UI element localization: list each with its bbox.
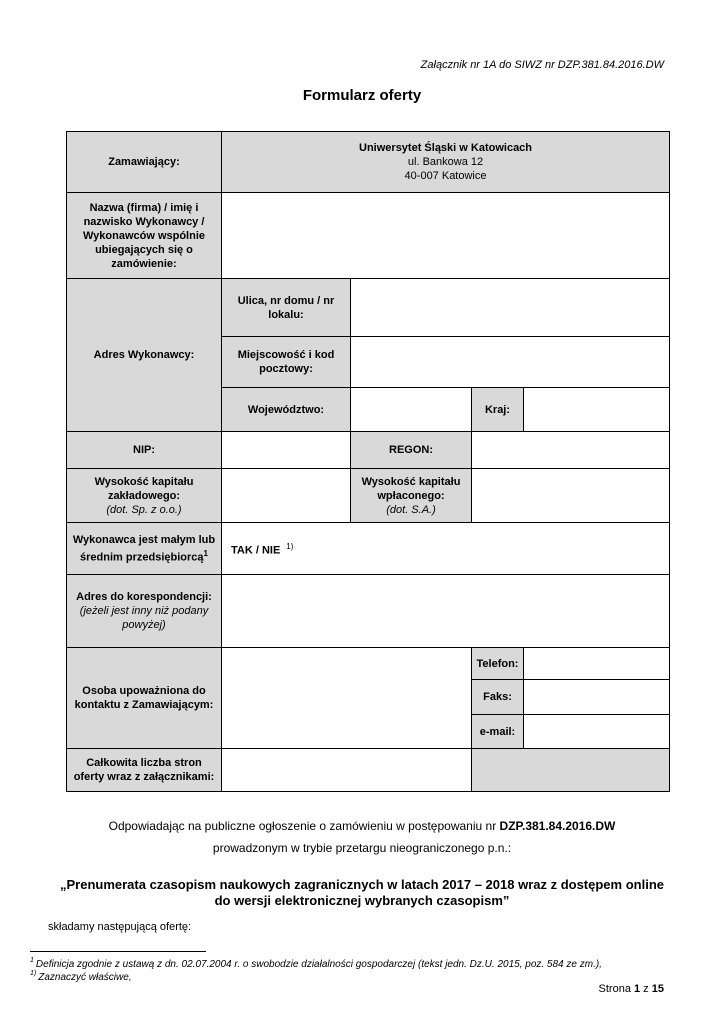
page-mid: z bbox=[640, 983, 652, 995]
liczba-stron-field[interactable] bbox=[222, 749, 472, 792]
email-label: e-mail: bbox=[472, 715, 524, 749]
zamawiajacy-name: Uniwersytet Śląski w Katowicach bbox=[359, 142, 533, 154]
intro-line bbox=[0, 819, 724, 833]
kapital-zakladowy-label bbox=[67, 469, 222, 523]
kraj-field[interactable] bbox=[524, 388, 670, 432]
project-title bbox=[30, 877, 694, 909]
intro-prefix: Odpowiadając na publiczne ogłoszenie o zamówieniu w postępowaniu nr bbox=[108, 819, 500, 833]
telefon-field[interactable] bbox=[524, 648, 670, 680]
korespondencja-label bbox=[67, 575, 222, 648]
ulica-label: Ulica, nr domu / nr lokalu: bbox=[222, 279, 351, 337]
footnote-2 bbox=[30, 970, 132, 983]
kapital-wplacony-field[interactable] bbox=[472, 469, 670, 523]
kapital-wplacony-label bbox=[351, 469, 472, 523]
zamawiajacy-label: Zamawiający: bbox=[67, 132, 222, 193]
liczba-stron-label: Całkowita liczba stron oferty wraz z załącznikami: bbox=[67, 749, 222, 792]
regon-label: REGON: bbox=[351, 432, 472, 469]
offer-form-table bbox=[66, 131, 670, 792]
page-number bbox=[599, 983, 664, 995]
telefon-label: Telefon: bbox=[472, 648, 524, 680]
zamawiajacy-city: 40-007 Katowice bbox=[404, 170, 487, 182]
msp-text: Wykonawca jest małym lub średnim przedsiębiorcą bbox=[72, 533, 216, 564]
kapital-wplacony-text: Wysokość kapitału wpłaconego: bbox=[361, 475, 461, 502]
footnote-1-text: Definicja zgodnie z ustawą z dn. 02.07.2004 r. o swobodzie działalności gospodarczej (tekst jedn. Dz.U. 2015, poz. 584 ze zm.), bbox=[35, 959, 602, 970]
adres-wykonawcy-label: Adres Wykonawcy: bbox=[67, 279, 222, 432]
project-title-line-2: do wersji elektronicznej wybranych czasopism” bbox=[214, 893, 510, 908]
kapital-zakladowy-field[interactable] bbox=[222, 469, 351, 523]
page-prefix: Strona bbox=[598, 983, 634, 995]
ulica-field[interactable] bbox=[351, 279, 670, 337]
faks-field[interactable] bbox=[524, 680, 670, 715]
intro-number: DZP.381.84.2016.DW bbox=[499, 819, 616, 833]
page-title: Formularz oferty bbox=[302, 87, 422, 104]
msp-label bbox=[67, 523, 222, 575]
miejscowosc-label: Miejscowość i kod pocztowy: bbox=[222, 337, 351, 388]
wojewodztwo-label: Województwo: bbox=[222, 388, 351, 432]
regon-field[interactable] bbox=[472, 432, 670, 469]
kapital-wplacony-note: (dot. S.A.) bbox=[386, 503, 436, 516]
page-current: 1 bbox=[634, 983, 641, 995]
footnote-1 bbox=[30, 957, 602, 970]
kapital-zakladowy-note: (dot. Sp. z o.o.) bbox=[106, 503, 182, 516]
osoba-kontakt-field[interactable] bbox=[222, 648, 472, 749]
nazwa-wykonawcy-label: Nazwa (firma) / imię i nazwisko Wykonawcy / Wykonawców wspólnie ubiegających się o zamówienie: bbox=[67, 193, 222, 279]
tak-nie-text: TAK / NIE bbox=[231, 544, 281, 557]
nip-label: NIP: bbox=[67, 432, 222, 469]
nip-field[interactable] bbox=[222, 432, 351, 469]
liczba-stron-grey-cell bbox=[472, 749, 670, 792]
zamawiajacy-street: ul. Bankowa 12 bbox=[407, 156, 484, 168]
email-field[interactable] bbox=[524, 715, 670, 749]
page-total: 15 bbox=[651, 983, 664, 995]
intro-line-2: prowadzonym w trybie przetargu nieograniczonego p.n.: bbox=[212, 841, 512, 855]
offer-line: składamy następującą ofertę: bbox=[48, 921, 192, 933]
msp-footnote-mark: 1 bbox=[203, 548, 208, 558]
zamawiajacy-value bbox=[222, 132, 670, 193]
tak-nie-field[interactable] bbox=[222, 523, 670, 575]
faks-label: Faks: bbox=[472, 680, 524, 715]
footnote-2-mark: 1) bbox=[30, 970, 37, 977]
nazwa-wykonawcy-field[interactable] bbox=[222, 193, 670, 279]
footnote-1-mark: 1 bbox=[30, 957, 34, 964]
attachment-note: Załącznik nr 1A do SIWZ nr DZP.381.84.2016.DW bbox=[420, 59, 664, 71]
korespondencja-text: Adres do korespondencji: bbox=[76, 591, 212, 603]
korespondencja-field[interactable] bbox=[222, 575, 670, 648]
project-title-line-1: „Prenumerata czasopism naukowych zagranicznych w latach 2017 – 2018 wraz z dostępem online bbox=[59, 877, 664, 892]
wojewodztwo-field[interactable] bbox=[351, 388, 472, 432]
kapital-zakladowy-text: Wysokość kapitału zakładowego: bbox=[94, 475, 194, 502]
korespondencja-note: (jeżeli jest inny niż podany powyżej) bbox=[79, 605, 209, 631]
footnote-divider bbox=[30, 951, 206, 952]
kraj-label: Kraj: bbox=[472, 388, 524, 432]
tak-nie-footnote-mark: 1) bbox=[286, 541, 294, 551]
miejscowosc-field[interactable] bbox=[351, 337, 670, 388]
footnote-2-text: Zaznaczyć właściwe, bbox=[38, 972, 132, 983]
osoba-kontakt-label: Osoba upoważniona do kontaktu z Zamawiającym: bbox=[67, 648, 222, 749]
